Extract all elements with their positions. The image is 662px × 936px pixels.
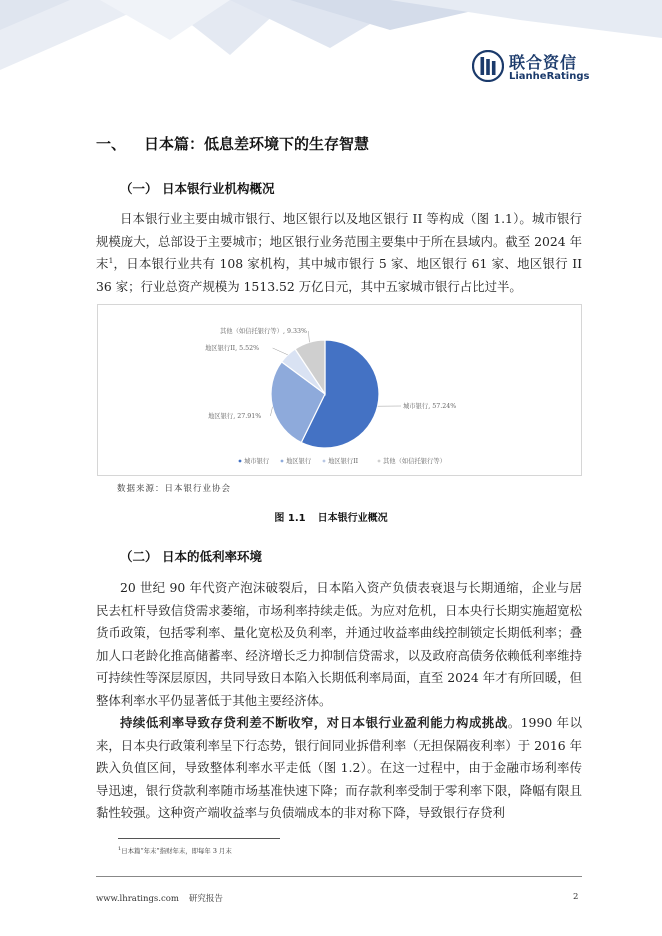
subsection-number: （二） — [120, 549, 158, 564]
paragraph-bank-overview: 日本银行业主要由城市银行、地区银行以及地区银行 II 等构成（图 1.1）。城市银行规模庞大，总部设于主要城市；地区银行业务范围主要集中于所在县域内。截至 2024 年末$^1$，日本银行业共有 108 家机构，其中城市银行 5 家、地区银行 61 家、地区银行 II 36 家；行业总资产规模为 1513.52 万亿日元，其中五家城市银行占比过半。 — [96, 211, 582, 294]
label-city-banks: 城市银行, 57.24% — [403, 403, 457, 410]
footer-divider — [96, 876, 582, 877]
figure-source: 数据来源：日本银行业协会 — [117, 484, 232, 494]
legend-regional-banks: 地区银行 — [286, 458, 312, 465]
legend-regional-banks-ii: 地区银行II — [328, 458, 359, 465]
pie-chart — [98, 305, 581, 475]
brand-logo — [472, 50, 602, 90]
subsection-number: （一） — [120, 181, 158, 196]
label-regional-banks-ii: 地区银行II, 5.52% — [205, 345, 260, 352]
legend-city-banks: 城市银行 — [244, 458, 270, 465]
figure-number: 图 1.1 — [274, 513, 306, 524]
leader-line — [270, 407, 272, 416]
legend-others-swatch — [378, 460, 381, 463]
section-number: 一、 — [96, 135, 127, 153]
footer-label: 研究报告 — [188, 894, 223, 904]
legend-city-banks-swatch — [239, 460, 242, 463]
subsection-heading-1 — [120, 179, 275, 197]
pie-chart-frame — [97, 304, 582, 476]
footnote: $^1$日本篇“年末”指财年末，即每年 3 月末 — [118, 846, 232, 856]
section-title: 日本篇：低息差环境下的生存智慧 — [144, 135, 370, 153]
footer-left — [96, 892, 223, 904]
paragraph-spread-narrowing: 持续低利率导致存贷利差不断收窄，对日本银行业盈利能力构成挑战。1990 年以来，日本央行政策利率呈下行态势，银行间同业拆借利率（无担保隔夜利率）于 2016 年跌入负值区间，导致整体利率水平走低（图 1.2）。在这一过程中，由于金融市场利率传导迅速，银行贷款利率随市场基准快速下降；而存款利率受制于零利率下限，降幅有限且黏性较强。这种资产端收益率与负债端成本的非对称下降，导致银行存贷利 — [96, 715, 582, 821]
label-regional-banks: 地区银行, 27.91% — [208, 413, 262, 420]
legend-regional-banks-ii-swatch — [323, 460, 326, 463]
figure-caption — [0, 509, 662, 524]
footnote-ref: 1 — [108, 257, 114, 266]
subsection-title: 日本的低利率环境 — [162, 549, 263, 564]
logo-english-name: LianheRatings — [509, 71, 590, 82]
leader-line — [273, 348, 288, 355]
subsection-heading-2 — [120, 547, 262, 565]
section-heading — [96, 133, 369, 154]
emphasis-lead: 持续低利率导致存贷利差不断收窄，对日本银行业盈利能力构成挑战 — [120, 715, 508, 730]
label-others: 其他（如信托银行等）, 9.33% — [220, 328, 307, 335]
leader-line — [308, 331, 309, 342]
lianhe-logo-icon — [472, 50, 504, 82]
page-number: 2 — [573, 892, 579, 902]
figure-title: 日本银行业概况 — [317, 513, 388, 524]
logo-chinese-name: 联合资信 — [509, 53, 578, 72]
paragraph-low-rate-history: 20 世纪 90 年代资产泡沫破裂后，日本陷入资产负债表衰退与长期通缩，企业与居民去杠杆导致信贷需求萎缩，市场利率持续走低。为应对危机，日本央行长期实施超宽松货币政策，包括零利率、量化宽松及负利率，并通过收益率曲线控制锁定长期低利率；叠加人口老龄化推高储蓄率、经济增长乏力抑制信贷需求，以及政府高债务依赖低利率维持可持续性等深层原因，共同导致日本陷入长期低利率局面，直至 2024 年才有所回暖，但整体利率水平仍显著低于其他主要经济体。 — [96, 580, 582, 708]
footer-url[interactable]: www.lhratings.com — [96, 894, 179, 904]
subsection-title: 日本银行业机构概况 — [162, 181, 275, 196]
legend-regional-banks-swatch — [281, 460, 284, 463]
footnote-divider — [118, 838, 280, 839]
legend-others: 其他（如信托银行等） — [383, 458, 446, 465]
